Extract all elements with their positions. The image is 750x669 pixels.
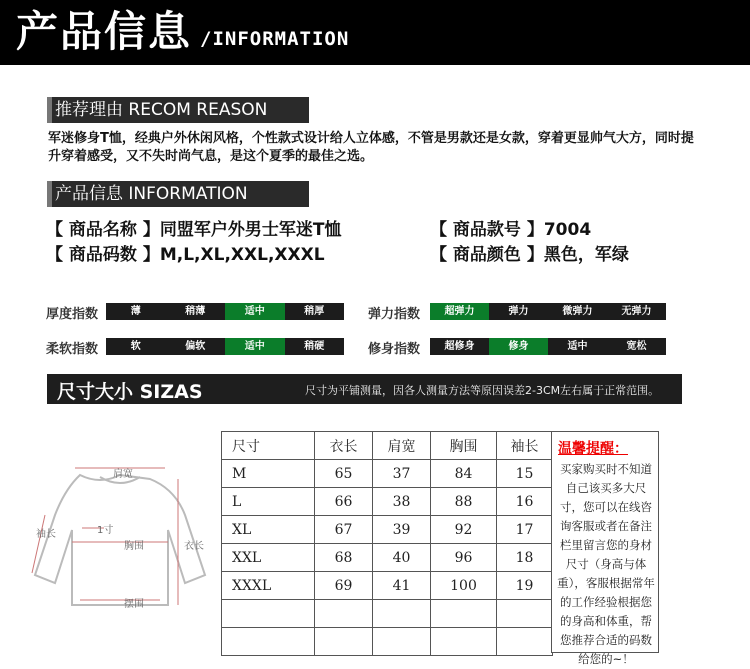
reason-text: 军迷修身T恤，经典户外休闲风格，个性款式设计给人立体感，不管是男款还是女款，穿着更显帅气大方，同时提升穿着感受，又不失时尚气息，是这个夏季的最佳之选。 (48, 131, 694, 164)
sleeve-cell: 17 (497, 516, 553, 544)
page-header (0, 0, 750, 65)
thickness-option: 稍厚 (304, 306, 325, 317)
header-title-cn: 产品信息 (16, 7, 193, 56)
chest-cell: 100 (431, 572, 497, 600)
thickness-option: 稍薄 (185, 306, 206, 317)
header-size: 尺寸 (222, 432, 315, 460)
sleeve-cell: 15 (497, 460, 553, 488)
header-sleeve: 袖长 (497, 432, 553, 460)
info-name: 【 商品名称 】同盟军户外男士军迷T恤 (46, 220, 342, 240)
hem-label: 摆围 (124, 599, 144, 610)
chest-cell: 84 (431, 460, 497, 488)
softness-bar (106, 338, 344, 355)
size-bar (47, 374, 682, 404)
tip-title: 温馨提醒： (558, 441, 628, 457)
size-note: 尺寸为平铺测量，因各人测量方法等原因误差2-3CM左右属于正常范围。 (305, 384, 660, 397)
table-row (222, 572, 553, 600)
elasticity-option: 无弹力 (621, 306, 652, 317)
size-table (221, 431, 553, 656)
elasticity-option: 微弹力 (562, 306, 593, 317)
chest-label: 胸围 (124, 541, 144, 552)
sleeve-cell: 19 (497, 572, 553, 600)
reason-bar-label: 推荐理由 RECOM REASON (55, 100, 268, 120)
table-row (222, 460, 553, 488)
softness-option-selected: 适中 (225, 338, 285, 355)
tip-box (551, 431, 659, 666)
length-label: 衣长 (184, 541, 204, 552)
chest-cell: 88 (431, 488, 497, 516)
shoulder-cell: 41 (373, 572, 431, 600)
shoulder-cell: 37 (373, 460, 431, 488)
info-colors: 【 商品颜色 】黑色，军绿 (430, 245, 629, 265)
reason-bar (47, 97, 309, 123)
table-row-empty (222, 628, 553, 656)
tip-body: 买家购买时不知道自己该买多大尺寸，您可以在线咨询客服或者在备注栏里留言您的身材尺寸（身高与体重），客服根据常年的工作经验根据您的身高和体重，帮您推荐合适的码数给您的~！ (557, 462, 655, 666)
table-header-row (222, 432, 553, 460)
thickness-option-selected: 适中 (225, 303, 285, 320)
table-row-empty (222, 600, 553, 628)
tshirt-measure-diagram (20, 455, 220, 615)
softness-option: 偏软 (185, 341, 206, 352)
fit-label: 修身指数 (368, 342, 421, 357)
softness-option: 软 (130, 341, 141, 352)
shoulder-cell: 39 (373, 516, 431, 544)
size-cell: M (222, 460, 315, 488)
fit-bar (430, 338, 666, 355)
softness-option: 稍硬 (304, 341, 325, 352)
softness-label: 柔软指数 (46, 342, 99, 357)
length-cell: 67 (315, 516, 373, 544)
shoulder-cell: 40 (373, 544, 431, 572)
size-bar-label: 尺寸大小 SIZAS (57, 381, 203, 403)
info-sizes: 【 商品码数 】M,L,XL,XXL,XXXL (46, 245, 325, 265)
thickness-bar (106, 303, 344, 320)
fit-option-selected: 修身 (489, 338, 548, 355)
table-row (222, 544, 553, 572)
elasticity-bar (430, 303, 666, 320)
header-chest: 胸围 (431, 432, 497, 460)
elasticity-label: 弹力指数 (368, 307, 421, 322)
thickness-label: 厚度指数 (46, 307, 99, 322)
length-cell: 68 (315, 544, 373, 572)
fit-option: 适中 (567, 341, 588, 352)
shoulder-label: 肩宽 (113, 469, 133, 480)
size-cell: XXXL (222, 572, 315, 600)
size-cell: XXL (222, 544, 315, 572)
header-title-en: /INFORMATION (200, 28, 350, 50)
table-row (222, 516, 553, 544)
size-cell: XL (222, 516, 315, 544)
elasticity-option: 弹力 (508, 306, 529, 317)
sleeve-cell: 16 (497, 488, 553, 516)
header-shoulder: 肩宽 (373, 432, 431, 460)
chest-cell: 96 (431, 544, 497, 572)
sleeve-cell: 18 (497, 544, 553, 572)
thickness-option: 薄 (130, 306, 141, 317)
fit-option: 宽松 (626, 341, 647, 352)
info-code: 【 商品款号 】7004 (430, 220, 592, 240)
info-bar-label: 产品信息 INFORMATION (55, 184, 248, 204)
info-bar (47, 181, 309, 207)
length-cell: 65 (315, 460, 373, 488)
header-length: 衣长 (315, 432, 373, 460)
chest-cell: 92 (431, 516, 497, 544)
table-row (222, 488, 553, 516)
fit-option: 超修身 (444, 341, 475, 352)
inch-label: 1寸 (97, 525, 114, 536)
elasticity-option-selected: 超弹力 (430, 303, 489, 320)
length-cell: 66 (315, 488, 373, 516)
shoulder-cell: 38 (373, 488, 431, 516)
length-cell: 69 (315, 572, 373, 600)
size-cell: L (222, 488, 315, 516)
sleeve-label: 袖长 (36, 529, 56, 540)
